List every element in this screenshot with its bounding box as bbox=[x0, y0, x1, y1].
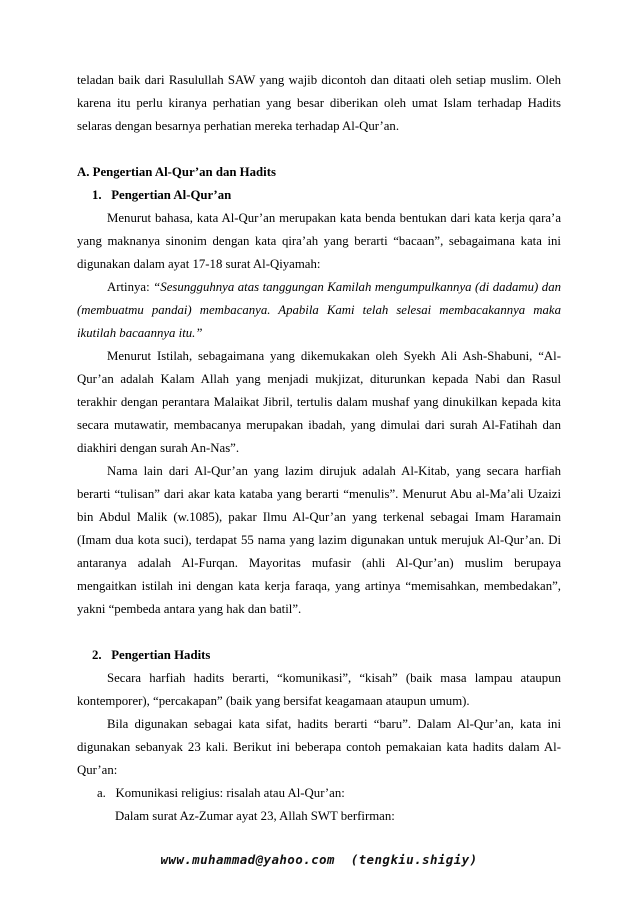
quran-definition-paragraph: Menurut bahasa, kata Al-Qur’an merupakan kata benda bentukan dari kata kerja qara’a yang maknanya sinonim dengan kata qira’ah yang berarti “bacaan”, sebagaimana kata ini digunakan dalam ayat 17-18 surat Al-Qiyamah: bbox=[77, 211, 561, 271]
artinya-paragraph bbox=[77, 276, 561, 345]
nama-lain-paragraph: Nama lain dari Al-Qur’an yang lazim dirujuk adalah Al-Kitab, yang secara harfiah berarti “tulisan” dari akar kata kataba yang berarti “menulis”. Menurut Abu al-Ma’ali Uzaizi bin Abdul Malik (w.1085), pakar Ilmu Al-Qur’an yang terkenal sebagai Imam Haramain (Imam dua kota suci), terdapat 55 nama yang lazim digunakan untuk merujuk Al-Qur’an. Di antaranya adalah Al-Furqan. Mayoritas mufasir (ahli Al-Qur’an) muslim berupaya mengaitkan istilah ini dengan kata kerja faraqa, yang artinya “memisahkan, membedakan”, yakni “pembeda antara yang hak dan batil”. bbox=[77, 464, 561, 616]
istilah-paragraph: Menurut Istilah, sebagaimana yang dikemukakan oleh Syekh Ali Ash-Shabuni, “Al-Qur’an adalah Kalam Allah yang menjadi mukjizat, diturunkan kepada Nabi dan Rasul terakhir dengan perantara Malaikat Jibril, tertulis dalam mushaf yang dinukilkan kepada kita secara mutawatir, membacanya merupakan ibadah, yang dimulai dari surah Al-Fatihah dan diakhiri dengan surah An-Nas”. bbox=[77, 349, 561, 455]
document-body bbox=[77, 69, 561, 828]
list-item-a-text: Dalam surat Az-Zumar ayat 23, Allah SWT berfirman: bbox=[115, 809, 395, 823]
list-item-a: a. Komunikasi religius: risalah atau Al-Qur’an: bbox=[97, 786, 345, 800]
subsection-1-heading: 1. Pengertian Al-Qur’an bbox=[92, 188, 232, 202]
hadits-sifat-paragraph: Bila digunakan sebagai kata sifat, hadits berarti “baru”. Dalam Al-Qur’an, kata ini digunakan sebanyak 23 kali. Berikut ini beberapa contoh pemakaian kata hadits dalam Al-Qur’an: bbox=[77, 717, 561, 777]
section-a-heading: A. Pengertian Al-Qur’an dan Hadits bbox=[77, 165, 276, 179]
subsection-2-heading: 2. Pengertian Hadits bbox=[92, 648, 211, 662]
artinya-quote: “Sesungguhnya atas tanggungan Kamilah mengumpulkannya (di dadamu) dan (membuatmu pandai) membacanya. Apabila Kami telah selesai membacakannya maka ikutilah bacaannya itu.” bbox=[77, 280, 561, 340]
footer-watermark: www.muhammad@yahoo.com (tengkiu.shigiy) bbox=[160, 852, 478, 867]
artinya-label: Artinya: bbox=[107, 280, 150, 294]
intro-paragraph: teladan baik dari Rasulullah SAW yang wajib dicontoh dan ditaati oleh setiap muslim. Oleh karena itu perlu kiranya perhatian yang besar diberikan oleh umat Islam terhadap Hadits selaras dengan besarnya perhatian mereka terhadap Al-Qur’an. bbox=[77, 73, 561, 133]
hadits-harfiah-paragraph: Secara harfiah hadits berarti, “komunikasi”, “kisah” (baik masa lampau ataupun kontemporer), “percakapan” (baik yang bersifat keagamaan ataupun umum). bbox=[77, 671, 561, 708]
